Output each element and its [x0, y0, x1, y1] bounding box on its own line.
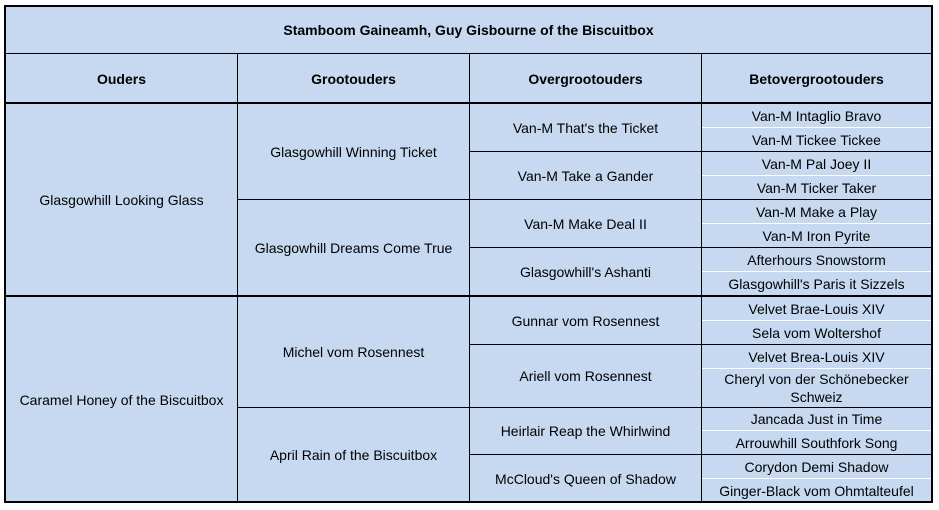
great-great-grandparent-cell: Velvet Brae-Louis XIV: [748, 300, 885, 317]
grid-line: [469, 54, 470, 502]
great-great-grandparent-cell: Arrouwhill Southfork Song: [735, 434, 898, 451]
great-great-grandparent-cell: Ginger-Black vom Ohmtalteufel: [719, 482, 914, 499]
great-great-grandparent-cell: Corydon Demi Shadow: [744, 458, 889, 475]
grid-line: [702, 175, 931, 176]
great-great-grandparent-cell: Van-M Pal Joey II: [761, 155, 872, 172]
great-great-grandparent-cell: Afterhours Snowstorm: [747, 251, 886, 268]
great-great-grandparent-cell: Van-M Ticker Taker: [756, 179, 877, 196]
great-grandparent-cell: Ariell vom Rosennest: [519, 368, 652, 384]
great-grandparent-cell: Glasgowhill's Ashanti: [519, 263, 652, 280]
great-grandparent-cell: McCloud's Queen of Shadow: [495, 470, 676, 487]
header-grootouders: Grootouders: [311, 70, 396, 87]
grid-line: [702, 127, 931, 128]
grandparent-cell: Glasgowhill Winning Ticket: [270, 143, 437, 160]
great-great-grandparent-cell: Van-M Tickee Tickee: [752, 131, 881, 148]
grandparent-cell: Glasgowhill Dreams Come True: [254, 239, 453, 256]
great-great-grandparent-cell: Van-M Iron Pyrite: [762, 227, 871, 244]
grid-line: [702, 320, 931, 321]
table-title: Stamboom Gaineamh, Guy Gisbourne of the Biscuitbox: [283, 22, 654, 38]
great-grandparent-cell: Van-M Take a Gander: [517, 167, 654, 184]
great-grandparent-cell: Gunnar vom Rosennest: [511, 312, 660, 329]
great-great-grandparent-cell: Cheryl von der Schönebecker Schweiz: [724, 371, 909, 405]
grid-line: [702, 368, 931, 369]
parent-cell: Glasgowhill Looking Glass: [39, 191, 204, 208]
grid-line: [237, 54, 238, 502]
header-overgrootouders: Overgrootouders: [528, 70, 643, 87]
header-betovergrootouders: Betovergrootouders: [749, 70, 884, 87]
great-great-grandparent-cell: Glasgowhill's Paris it Sizzels: [728, 275, 905, 292]
header-ouders: Ouders: [96, 70, 146, 87]
grid-line: [701, 54, 702, 502]
grandparent-cell: Michel vom Rosennest: [282, 344, 425, 360]
grandparent-cell: April Rain of the Biscuitbox: [269, 447, 438, 463]
great-great-grandparent-cell: Sela vom Woltershof: [752, 324, 881, 341]
great-grandparent-cell: Van-M That's the Ticket: [512, 119, 659, 136]
great-great-grandparent-cell: Van-M Make a Play: [755, 203, 878, 220]
great-great-grandparent-cell: Velvet Brea-Louis XIV: [748, 348, 885, 365]
grid-line: [238, 199, 931, 200]
grid-line: [702, 223, 931, 224]
grid-line: [702, 478, 931, 479]
grid-line: [238, 407, 931, 408]
great-great-grandparent-cell: Van-M Intaglio Bravo: [751, 107, 882, 124]
great-grandparent-cell: Van-M Make Deal II: [524, 215, 647, 232]
grid-line: [702, 430, 931, 431]
grid-line: [702, 271, 931, 272]
great-grandparent-cell: Heirlair Reap the Whirlwind: [500, 423, 671, 439]
great-great-grandparent-cell: Jancada Just in Time: [750, 411, 883, 427]
parent-cell: Caramel Honey of the Biscuitbox: [19, 391, 224, 408]
